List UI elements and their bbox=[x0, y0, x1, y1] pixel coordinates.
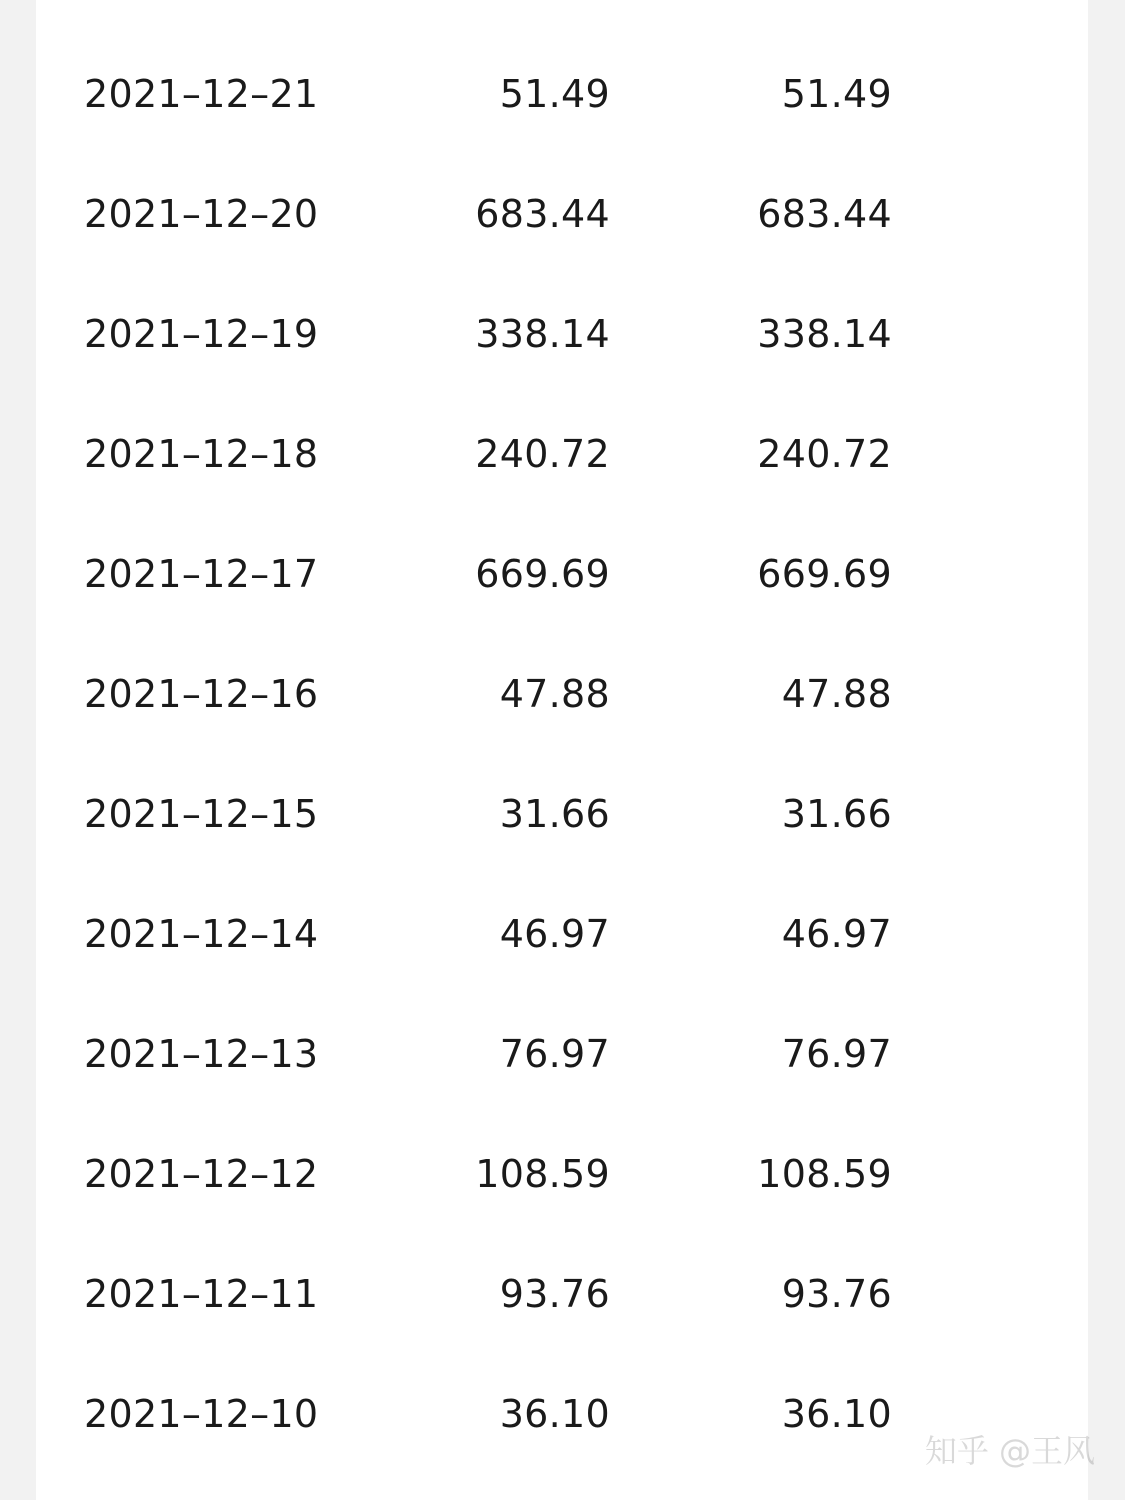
row-date: 2021–12–15 bbox=[84, 792, 319, 836]
record-list bbox=[36, 34, 1088, 1474]
row-amount: 36.10 bbox=[499, 1392, 610, 1436]
row-total: 47.88 bbox=[781, 672, 892, 716]
row-date: 2021–12–19 bbox=[84, 312, 319, 356]
row-date: 2021–12–21 bbox=[84, 72, 319, 116]
list-item[interactable] bbox=[36, 514, 1088, 634]
list-item[interactable] bbox=[36, 1234, 1088, 1354]
list-item[interactable] bbox=[36, 274, 1088, 394]
row-amount: 93.76 bbox=[499, 1272, 610, 1316]
row-amount: 108.59 bbox=[475, 1152, 610, 1196]
row-amount: 31.66 bbox=[499, 792, 610, 836]
list-item[interactable] bbox=[36, 34, 1088, 154]
row-total: 51.49 bbox=[781, 72, 892, 116]
row-date: 2021–12–14 bbox=[84, 912, 319, 956]
row-total: 46.97 bbox=[781, 912, 892, 956]
list-item[interactable] bbox=[36, 1114, 1088, 1234]
row-amount: 338.14 bbox=[475, 312, 610, 356]
list-item[interactable] bbox=[36, 154, 1088, 274]
row-date: 2021–12–13 bbox=[84, 1032, 319, 1076]
row-total: 108.59 bbox=[757, 1152, 892, 1196]
row-amount: 76.97 bbox=[499, 1032, 610, 1076]
row-amount: 240.72 bbox=[475, 432, 610, 476]
row-total: 36.10 bbox=[781, 1392, 892, 1436]
row-date: 2021–12–11 bbox=[84, 1272, 319, 1316]
record-list-card bbox=[36, 0, 1088, 1500]
list-item[interactable] bbox=[36, 394, 1088, 514]
row-amount: 669.69 bbox=[475, 552, 610, 596]
row-total: 31.66 bbox=[781, 792, 892, 836]
row-date: 2021–12–17 bbox=[84, 552, 319, 596]
row-amount: 47.88 bbox=[499, 672, 610, 716]
watermark: 知乎 @王风 bbox=[924, 1432, 1095, 1470]
row-total: 669.69 bbox=[757, 552, 892, 596]
list-item[interactable] bbox=[36, 874, 1088, 994]
row-amount: 51.49 bbox=[499, 72, 610, 116]
row-total: 93.76 bbox=[781, 1272, 892, 1316]
list-item[interactable] bbox=[36, 994, 1088, 1114]
row-amount: 683.44 bbox=[475, 192, 610, 236]
list-item[interactable] bbox=[36, 754, 1088, 874]
row-total: 76.97 bbox=[781, 1032, 892, 1076]
row-total: 683.44 bbox=[757, 192, 892, 236]
row-total: 338.14 bbox=[757, 312, 892, 356]
row-date: 2021–12–20 bbox=[84, 192, 319, 236]
row-date: 2021–12–12 bbox=[84, 1152, 319, 1196]
row-date: 2021–12–10 bbox=[84, 1392, 319, 1436]
row-total: 240.72 bbox=[757, 432, 892, 476]
row-amount: 46.97 bbox=[499, 912, 610, 956]
row-date: 2021–12–18 bbox=[84, 432, 319, 476]
row-date: 2021–12–16 bbox=[84, 672, 319, 716]
list-item[interactable] bbox=[36, 634, 1088, 754]
